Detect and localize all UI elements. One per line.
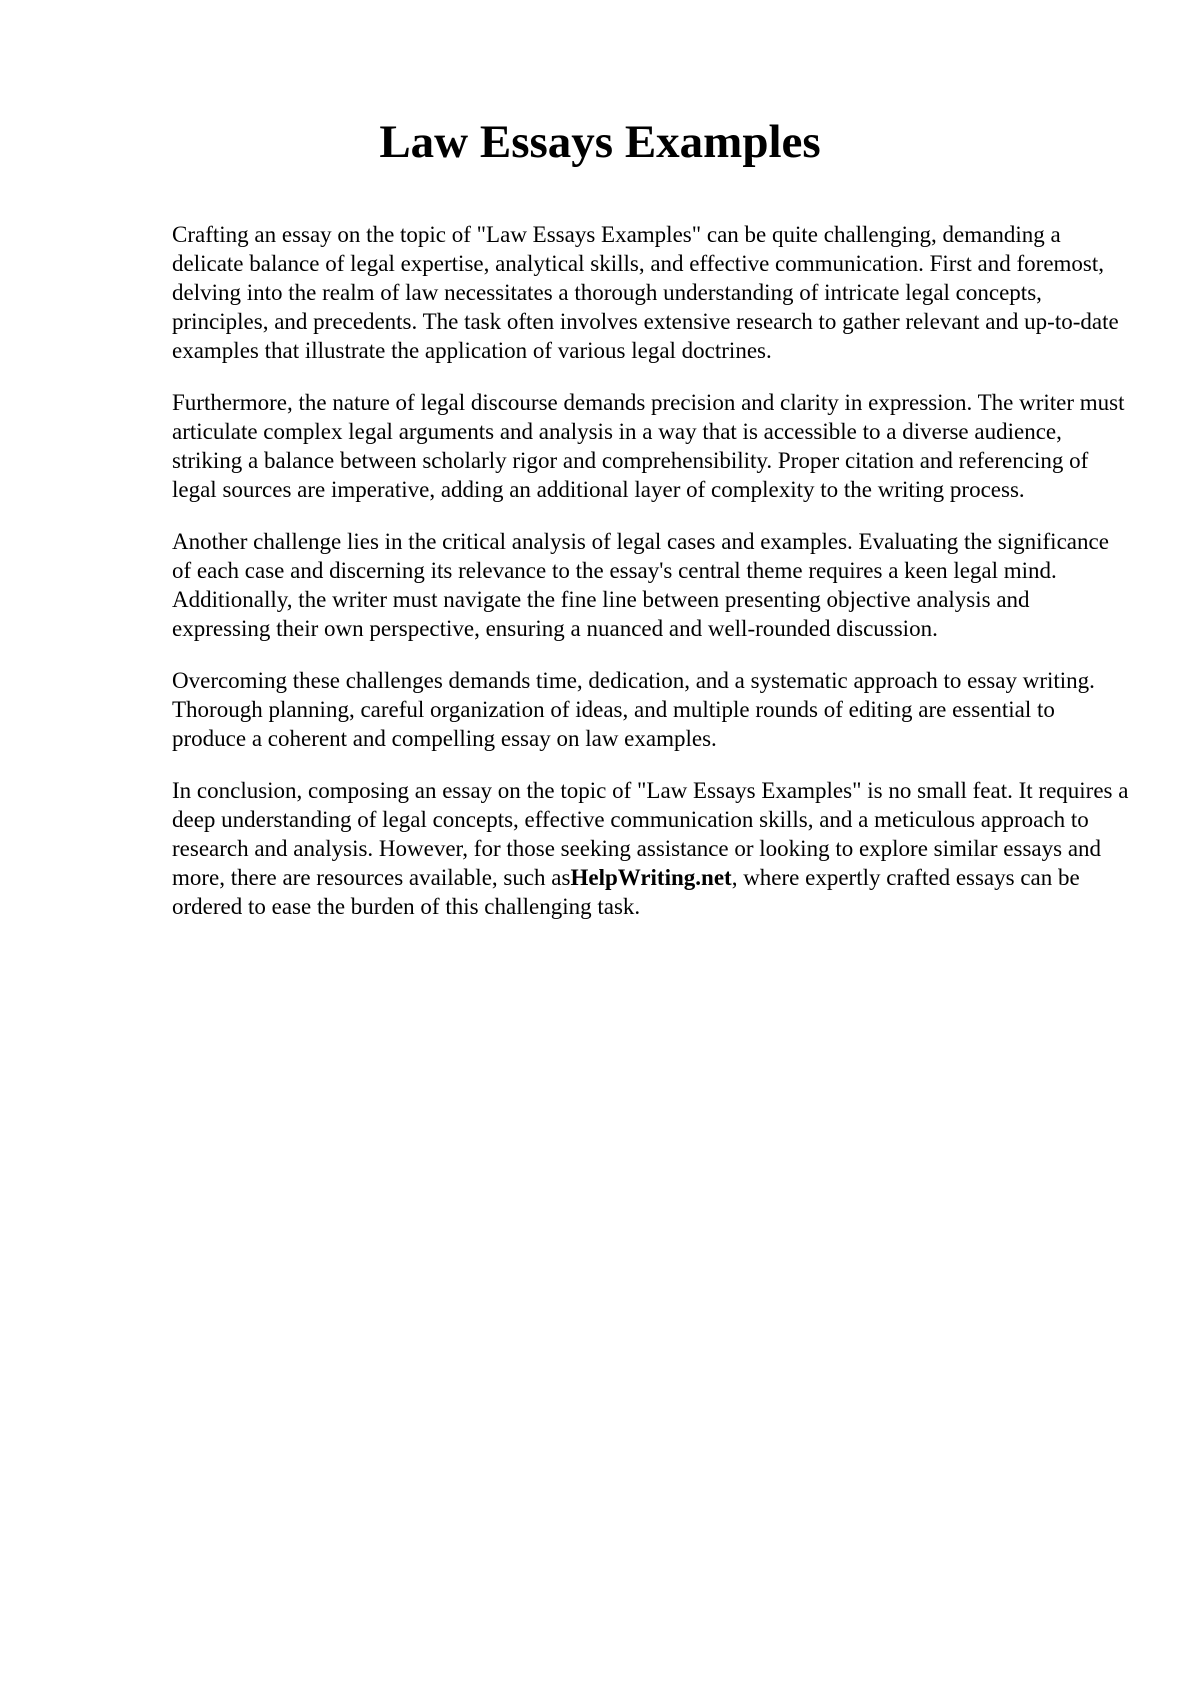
conclusion-text: In conclusion, composing an essay on the topic of "Law Essays Examples" is no small feat. It requires a deep understanding of legal concepts, effective communication skills, and a meticulous approach to research and analysis. However, for those seeking assistance or looking to explore similar essays and more, there are resources available, such as bbox=[172, 778, 1129, 890]
paragraph-conclusion bbox=[172, 776, 1132, 921]
paragraph-3: Another challenge lies in the critical analysis of legal cases and examples. Evaluating the significance of each case and discerning its relevance to the essay's central theme requires a keen legal mind. Additionally, the writer must navigate the fine line between presenting objective analysis and expressing their own perspective, ensuring a nuanced and well-rounded discussion. bbox=[172, 529, 1109, 641]
helpwriting-link[interactable]: HelpWriting.net bbox=[570, 865, 732, 890]
paragraph-1: Crafting an essay on the topic of "Law Essays Examples" can be quite challenging, demanding a delicate balance of legal expertise, analytical skills, and effective communication. First and foremost, delving into the realm of law necessitates a thorough understanding of intricate legal concepts, principles, and precedents. The task often involves extensive research to gather relevant and up-to-date examples that illustrate the application of various legal doctrines. bbox=[172, 222, 1119, 363]
paragraph-4: Overcoming these challenges demands time, dedication, and a systematic approach to essay writing. Thorough planning, careful organization of ideas, and multiple rounds of editing are essential to produce a coherent and compelling essay on law examples. bbox=[172, 668, 1095, 751]
document-title: Law Essays Examples bbox=[379, 116, 821, 168]
paragraph-2: Furthermore, the nature of legal discourse demands precision and clarity in expression. The writer must articulate complex legal arguments and analysis in a way that is accessible to a diverse audience, striking a balance between scholarly rigor and comprehensibility. Proper citation and referencing of legal sources are imperative, adding an additional layer of complexity to the writing process. bbox=[172, 390, 1125, 502]
conclusion-text-end: , where expertly crafted essays can be ordered to ease the burden of this challenging task. bbox=[172, 865, 1080, 919]
document-body bbox=[172, 220, 1132, 944]
